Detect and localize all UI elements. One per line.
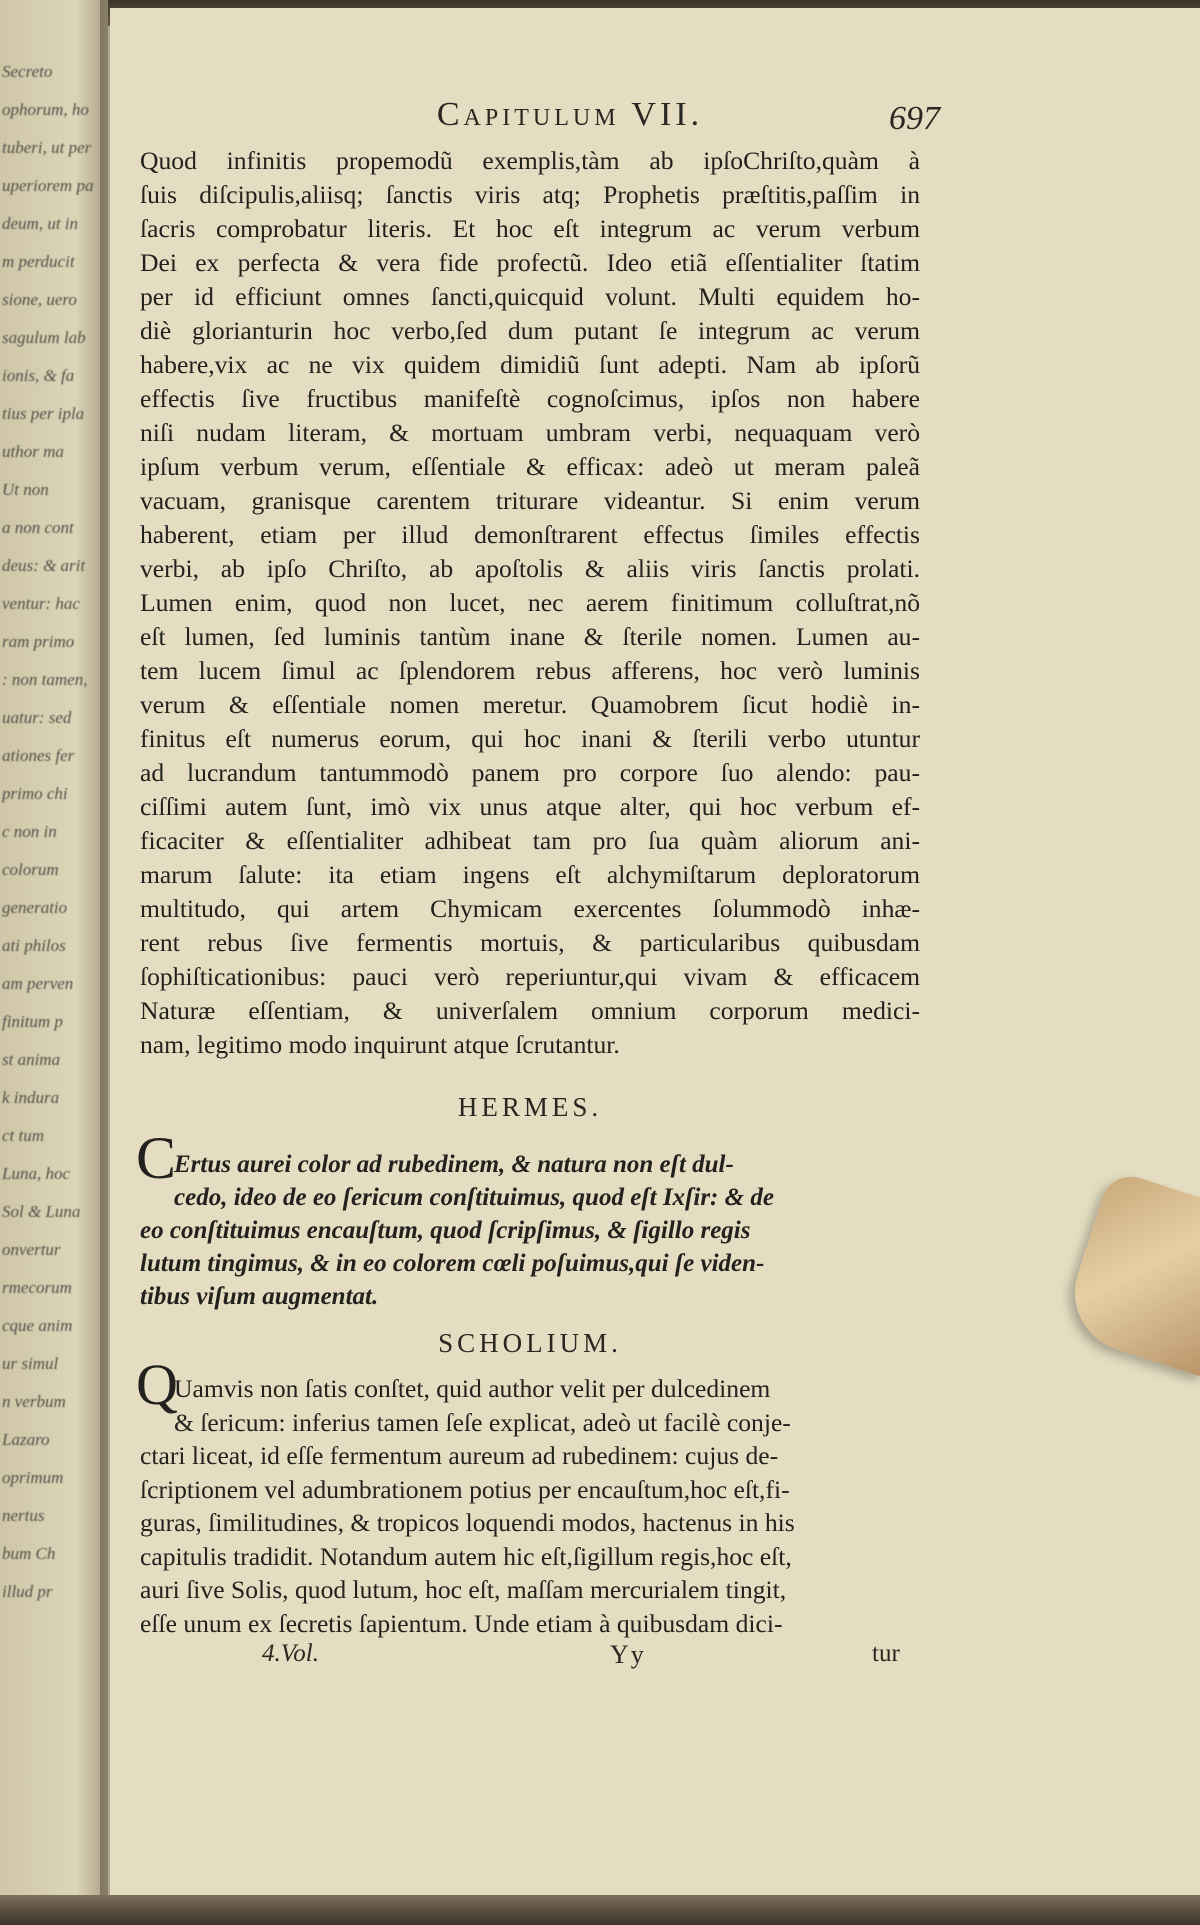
text-line: Dei ex perfecta & vera fide profectũ. Ideo etiã eſſentialiter ſtatim (140, 248, 920, 277)
left-page-fragment: ram primo (2, 632, 75, 651)
hermes-line: cedo, ideo de eo ſericum conſtituimus, quod eſt Ixſir: & de (174, 1184, 774, 1211)
left-page-fragment: n verbum (2, 1392, 66, 1411)
left-page-fragment: tuberi, ut per (2, 138, 92, 157)
text-line: Quod infinitis propemodũ exemplis,tàm ab ipſoChriſto,quàm à (140, 146, 920, 175)
left-page-fragment: uatur: sed (2, 708, 72, 727)
scholium-heading: SCHOLIUM. (438, 1328, 622, 1358)
left-page-edge (0, 0, 108, 1925)
left-page-fragment: finitum p (2, 1012, 63, 1031)
scholium-line: & ſericum: inferius tamen ſeſe explicat, adeò ut facilè conje- (174, 1407, 791, 1437)
text-line: finitus eſt numerus eorum, qui hoc inani & ſterili verbo utuntur (140, 724, 920, 753)
left-page-fragment: Sol & Luna (2, 1202, 81, 1221)
gathering-signature: Yy (610, 1640, 646, 1669)
left-page-fragment: a non cont (2, 518, 74, 537)
left-page-fragment: sione, uero (2, 290, 77, 309)
book-bottom-edge (0, 1895, 1200, 1925)
left-page-fragment: Luna, hoc (2, 1164, 70, 1183)
text-line: eſt lumen, ſed luminis tantùm inane & ſterile nomen. Lumen au- (140, 622, 920, 651)
text-line: ſophiſticationibus: pauci verò reperiuntur,qui vivam & efficacem (140, 962, 920, 991)
running-head: Capitulum VII. (436, 96, 704, 133)
left-page-fragment: ati philos (2, 936, 66, 955)
left-page-fragment: oprimum (2, 1468, 64, 1487)
text-line: diè glorianturin hoc verbo,ſed dum putant ſe integrum ac verum (140, 316, 920, 345)
left-page-fragment: generatio (2, 898, 68, 917)
scholium-line: capitulis tradidit. Notandum autem hic eſt,ſigillum regis,hoc eſt, (140, 1541, 792, 1571)
left-page-fragment: deum, ut in (2, 214, 79, 233)
hermes-heading: HERMES. (457, 1092, 603, 1122)
left-page-fragment: rmecorum (2, 1278, 72, 1297)
text-line: nam, legitimo modo inquirunt atque ſcrutantur. (140, 1030, 620, 1059)
scholium-line: Uamvis non ſatis conſtet, quid author velit per dulcedinem (174, 1374, 771, 1403)
hermes-line: lutum tingimus, & in eo colorem cœli poſuimus,qui ſe viden- (140, 1250, 765, 1277)
left-page-fragment: sagulum lab (2, 328, 86, 347)
left-page-fragment: ur simul (2, 1354, 59, 1373)
main-text-block (140, 144, 920, 1062)
left-page-fragment: primo chi (2, 784, 68, 803)
left-page-fragment: cque anim (2, 1316, 73, 1335)
left-page-fragment: ventur: hac (2, 594, 80, 613)
left-page-fragment: deus: & arit (2, 556, 86, 575)
catchword: tur (872, 1640, 900, 1667)
text-line: verum & eſſentiale nomen meretur. Quamobrem ſicut hodiè in- (140, 690, 920, 719)
scholium-text (136, 1352, 920, 1640)
hermes-line: eo conſtituimus encauſtum, quod ſcripſimus, & ſigillo regis (140, 1217, 751, 1244)
page-number: 697 (889, 100, 940, 137)
left-page-fragment: tius per ipla (2, 404, 85, 423)
scholium-line: ſcriptionem vel adumbrationem potius per encauſtum,hoc eſt,fi- (140, 1474, 790, 1504)
left-page-fragment: m perducit (2, 252, 75, 271)
left-page-fragment: Ut non (2, 480, 49, 499)
left-page-fragment: am perven (2, 974, 74, 993)
left-page-fragment: Secreto (2, 62, 53, 81)
scholium-line: auri ſive Solis, quod lutum, hoc eſt, maſſam mercurialem tingit, (140, 1575, 787, 1604)
scholium-line: ctari liceat, id eſſe fermentum aureum ad rubedinem: cujus de- (140, 1441, 779, 1470)
text-line: ſuis diſcipulis,aliisq; ſanctis viris atq; Prophetis præſtitis,paſſim in (140, 180, 920, 209)
volume-signature: 4.Vol. (262, 1640, 319, 1667)
left-page-fragment: Lazaro (2, 1430, 50, 1449)
scholium-line: eſſe unum ex ſecretis ſapientum. Unde etiam à quibusdam dici- (140, 1608, 783, 1638)
text-line: per id efficiunt omnes ſancti,quicquid volunt. Multi equidem ho- (140, 282, 920, 311)
scholium-dropcap: Q (136, 1352, 178, 1417)
left-page-fragment: k indura (2, 1088, 60, 1107)
text-line: habere,vix ac ne vix quidem dimidiũ ſunt adepti. Nam ab ipſorũ (140, 350, 920, 379)
left-page-fragment: nertus (2, 1506, 45, 1525)
left-page-fragment: onvertur (2, 1240, 61, 1259)
text-line: ipſum verbum verum, eſſentiale & efficax: adeò ut meram paleã (140, 452, 920, 481)
text-line: multitudo, qui artem Chymicam exercentes ſolummodò inhæ- (140, 894, 920, 923)
scholium-line: guras, ſimilitudines, & tropicos loquendi modos, hactenus in his (140, 1508, 795, 1537)
left-page-fragment: st anima (2, 1050, 61, 1069)
hermes-line: tibus viſum augmentat. (140, 1283, 379, 1310)
left-page-fragment: c non in (2, 822, 57, 841)
text-line: ficaciter & eſſentialiter adhibeat tam pro ſua quàm aliorum ani- (140, 826, 920, 855)
text-line: tem lucem ſimul ac ſplendorem rebus afferens, hoc verò luminis (140, 656, 920, 685)
text-line: rent rebus ſive fermentis mortuis, & particularibus quibusdam (140, 928, 920, 957)
left-page-fragment: : non tamen, (2, 670, 88, 689)
text-line: Lumen enim, quod non lucet, nec aerem finitimum colluſtrat,nõ (140, 588, 920, 617)
left-page-fragment: uthor ma (2, 442, 64, 461)
text-line: verbi, ab ipſo Chriſto, ab apoſtolis & aliis viris ſanctis prolati. (140, 554, 920, 583)
left-page-fragment: colorum (2, 860, 59, 879)
left-page-fragment: bum Ch (2, 1544, 56, 1563)
hermes-dropcap: C (136, 1125, 177, 1191)
text-line: haberent, etiam per illud demonſtrarent effectus ſimiles effectis (140, 520, 920, 549)
left-page-fragment: ophorum, ho (2, 100, 89, 119)
hermes-quote (136, 1125, 920, 1313)
text-line: effectis ſive fructibus manifeſtè cognoſcimus, ipſos non habere (140, 384, 920, 413)
text-line: vacuam, granisque carentem triturare videantur. Si enim verum (140, 486, 920, 515)
text-line: niſi nudam literam, & mortuam umbram verbi, nequaquam verò (140, 418, 920, 447)
left-page-fragment: uperiorem pa (2, 176, 94, 195)
text-line: ciſſimi autem ſunt, imò vix unus atque alter, qui hoc verbum ef- (140, 792, 920, 821)
hermes-line: Ertus aurei color ad rubedinem, & natura non eſt dul- (174, 1151, 734, 1178)
text-line: ſacris comprobatur literis. Et hoc eſt integrum ac verum verbum (140, 214, 920, 243)
left-page-fragment: ationes fer (2, 746, 75, 765)
text-line: ad lucrandum tantummodò panem pro corpore ſuo alendo: pau- (140, 758, 920, 787)
text-line: marum ſalute: ita etiam ingens eſt alchymiſtarum deploratorum (140, 860, 920, 889)
left-page-fragment: ct tum (2, 1126, 45, 1145)
left-page-fragment: ionis, & fa (2, 366, 75, 385)
left-page-fragment: illud pr (2, 1582, 53, 1601)
text-line: Naturæ eſſentiam, & univerſalem omnium corporum medici- (140, 996, 920, 1025)
